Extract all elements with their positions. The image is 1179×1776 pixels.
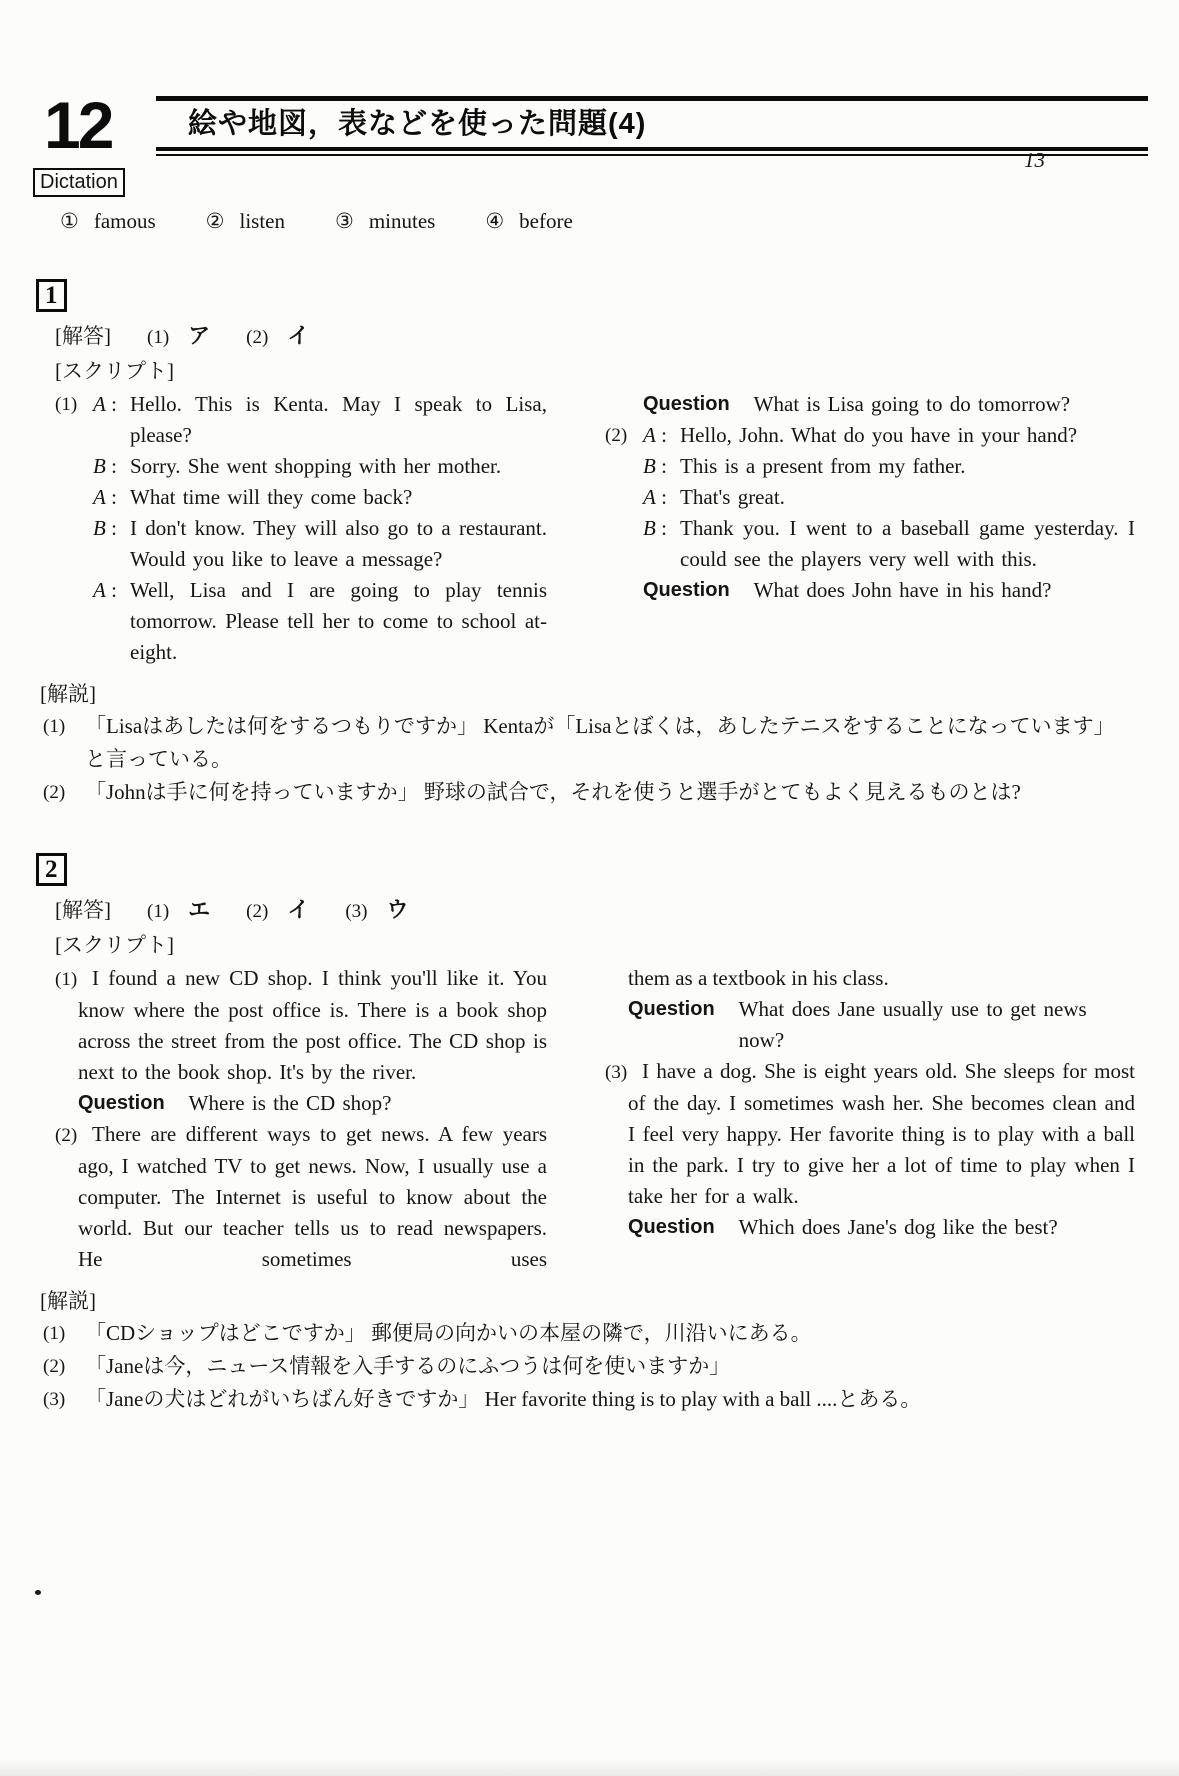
line-number-spacer [55,451,93,482]
question-text: What is Lisa going to do tomorrow? [753,392,1071,416]
dialogue-line [605,482,1135,513]
question-label: Question [78,1092,165,1114]
dictation-word: listen [239,209,285,233]
section-1 [0,279,1179,809]
answer-item-number: (3) [345,901,368,922]
question-text: What does Jane usually use to get news now? [738,997,1087,1052]
line-number: (3) [605,1062,628,1083]
speaker-label: A : [93,389,130,451]
line-number: (2) [605,425,628,446]
question-label: Question [643,579,730,601]
speaker-label: A : [643,420,680,451]
answer-item-number: (1) [147,901,170,922]
dialogue-text: What time will they come back? [130,485,413,509]
line-number: (1) [55,394,78,415]
explanation-label: [解説] [40,1289,96,1313]
question-line [643,389,1135,420]
scan-artifact-dot [35,1590,41,1595]
question-label: Question [628,998,715,1020]
monologue-text: I have a dog. She is eight years old. She sleeps for most of the day. I sometimes wash her. She becomes clean and I feel very happy. Her favorite thing is to play with a ball in the park. I try to give her a lot of time to play when I take her for a walk. [628,1059,1135,1208]
title-rule-bottom-thin [156,154,1148,156]
speaker-label: B : [643,451,680,482]
speaker-label: A : [93,482,130,513]
note-number: (2) [43,782,66,803]
monologue-paragraph [55,1119,547,1275]
answer-row [55,895,1179,927]
circled-number: ④ [485,209,505,233]
script-column-left [55,963,547,1275]
answer-item-number: (2) [246,901,269,922]
monologue-paragraph [605,1056,1135,1212]
lesson-number: 12 [44,88,112,162]
continuation-text: them as a textbook in his class. [628,966,889,990]
script-label: [スクリプト] [55,933,174,957]
dialogue-line [55,389,547,451]
note-number: (1) [43,716,66,737]
page-number: 13 [1024,148,1045,172]
dictation-word: famous [93,209,156,233]
speaker-label: A : [93,575,130,668]
script-column-right [580,963,1135,1275]
dictation-word: minutes [368,209,436,233]
question-line [643,575,1135,606]
note-number: (1) [43,1323,66,1344]
note-text: 「Johnは手に何を持っていますか」 野球の試合で，それを使うと選手がとてもよく見えるものとは? [85,780,1021,804]
question-line [78,1088,547,1119]
dictation-label: Dictation [33,168,125,197]
dialogue-line [55,482,547,513]
line-number-spacer [55,575,93,668]
speaker-label: B : [93,513,130,575]
monologue-text: There are different ways to get news. A few years ago, I watched TV to get news. Now, I usually use a computer. The Internet is useful to know about the world. But our teacher tells us to read newspapers. He sometimes uses [78,1122,547,1271]
dictation-item [485,207,572,235]
answer-item [345,895,408,927]
answer-item [147,895,210,927]
title-rule-bottom-thick [156,147,1148,151]
circled-number: ② [205,209,225,233]
speaker-label: A : [643,482,680,513]
dialogue-line [55,575,547,668]
script-label: [スクリプト] [55,359,174,383]
answer-label: [解答] [55,898,111,922]
section-number: 2 [36,853,67,886]
line-number-spacer [55,482,93,513]
dialogue-text: I don't know. They will also go to a restaurant. Would you like to leave a message? [130,516,547,571]
circled-number: ① [60,209,79,233]
dialogue-line [605,420,1135,451]
answer-choice: イ [287,897,310,922]
answer-item [147,321,210,353]
question-text: What does John have in his hand? [753,578,1052,602]
line-number: (1) [55,969,78,990]
circled-number: ③ [334,209,354,233]
section-2 [0,853,1179,1416]
line-number-spacer [605,482,643,513]
dialogue-text: This is a present from my father. [680,454,966,478]
answer-item [246,321,309,353]
dictation-item [60,207,156,235]
dialogue-text: Sorry. She went shopping with her mother. [130,454,502,478]
explanation-note [43,710,1119,776]
note-number: (3) [43,1389,66,1410]
dictation-word: before [519,209,573,233]
explanation-note [43,1383,1119,1416]
dictation-words [60,207,1179,235]
script-column-right [580,389,1135,668]
question-label: Question [643,393,730,415]
line-number-spacer [55,513,93,575]
note-text: 「CDショップはどこですか」 郵便局の向かいの本屋の隣で，川沿いにある。 [85,1321,812,1345]
page [0,88,1179,1776]
explanation-note [43,1350,1119,1383]
answer-item [246,895,309,927]
explanation-note [43,1317,1119,1350]
answer-choice: ウ [386,897,409,922]
note-number: (2) [43,1356,66,1377]
answer-item-number: (2) [246,327,269,348]
speaker-label: B : [93,451,130,482]
speaker-label: B : [643,513,680,575]
title-band [156,96,1148,156]
dialogue-text: Well, Lisa and I are going to play tennis tomorrow. Please tell her to come to school at-eight. [130,578,547,664]
answer-choice: エ [188,897,211,922]
page-edge-shadow [0,1760,1179,1776]
question-line [628,1212,1135,1243]
dialogue-text: Hello, John. What do you have in your hand? [680,423,1078,447]
note-text: 「Janeは今，ニュース情報を入手するのにふつうは何を使いますか」 [85,1354,731,1378]
dialogue-text: That's great. [680,485,785,509]
script-columns [0,963,1179,1275]
answer-item-number: (1) [147,327,170,348]
answer-choice: イ [287,323,310,348]
monologue-paragraph [55,963,547,1088]
dictation-item [335,207,435,235]
monologue-text: I found a new CD shop. I think you'll like it. You know where the post office is. There is a book shop across the street from the post office. The CD shop is next to the book shop. It's by the river. [78,966,547,1084]
explanation-note [43,776,1119,809]
section-number: 1 [36,279,67,312]
lesson-title: 絵や地図，表などを使った問題(4) [188,108,647,140]
question-text: Which does Jane's dog like the best? [738,1215,1058,1239]
note-text: 「Lisaはあしたは何をするつもりですか」 Kentaが「Lisaとぼくは，あしたテニスをすることになっています」と言っている。 [85,714,1115,771]
question-text: Where is the CD shop? [188,1091,392,1115]
script-column-left [55,389,547,668]
question-line [628,994,1135,1056]
answer-row [55,321,1179,353]
dialogue-line [55,451,547,482]
line-number: (2) [55,1125,78,1146]
note-text: 「Janeの犬はどれがいちばん好きですか」 Her favorite thing is to play with a ball ....とある。 [85,1387,922,1411]
dialogue-text: Thank you. I went to a baseball game yesterday. I could see the players very well with this. [680,516,1135,571]
script-columns [0,389,1179,668]
answer-choice: ア [188,323,211,348]
explanation-label: [解説] [40,682,96,706]
question-label: Question [628,1216,715,1238]
line-number-spacer [605,451,643,482]
dialogue-text: Hello. This is Kenta. May I speak to Lisa, please? [130,392,547,447]
dialogue-line [55,513,547,575]
dialogue-line [605,451,1135,482]
dictation-item [206,207,285,235]
line-number-spacer [605,513,643,575]
dialogue-line [605,513,1135,575]
answer-label: [解答] [55,324,111,348]
